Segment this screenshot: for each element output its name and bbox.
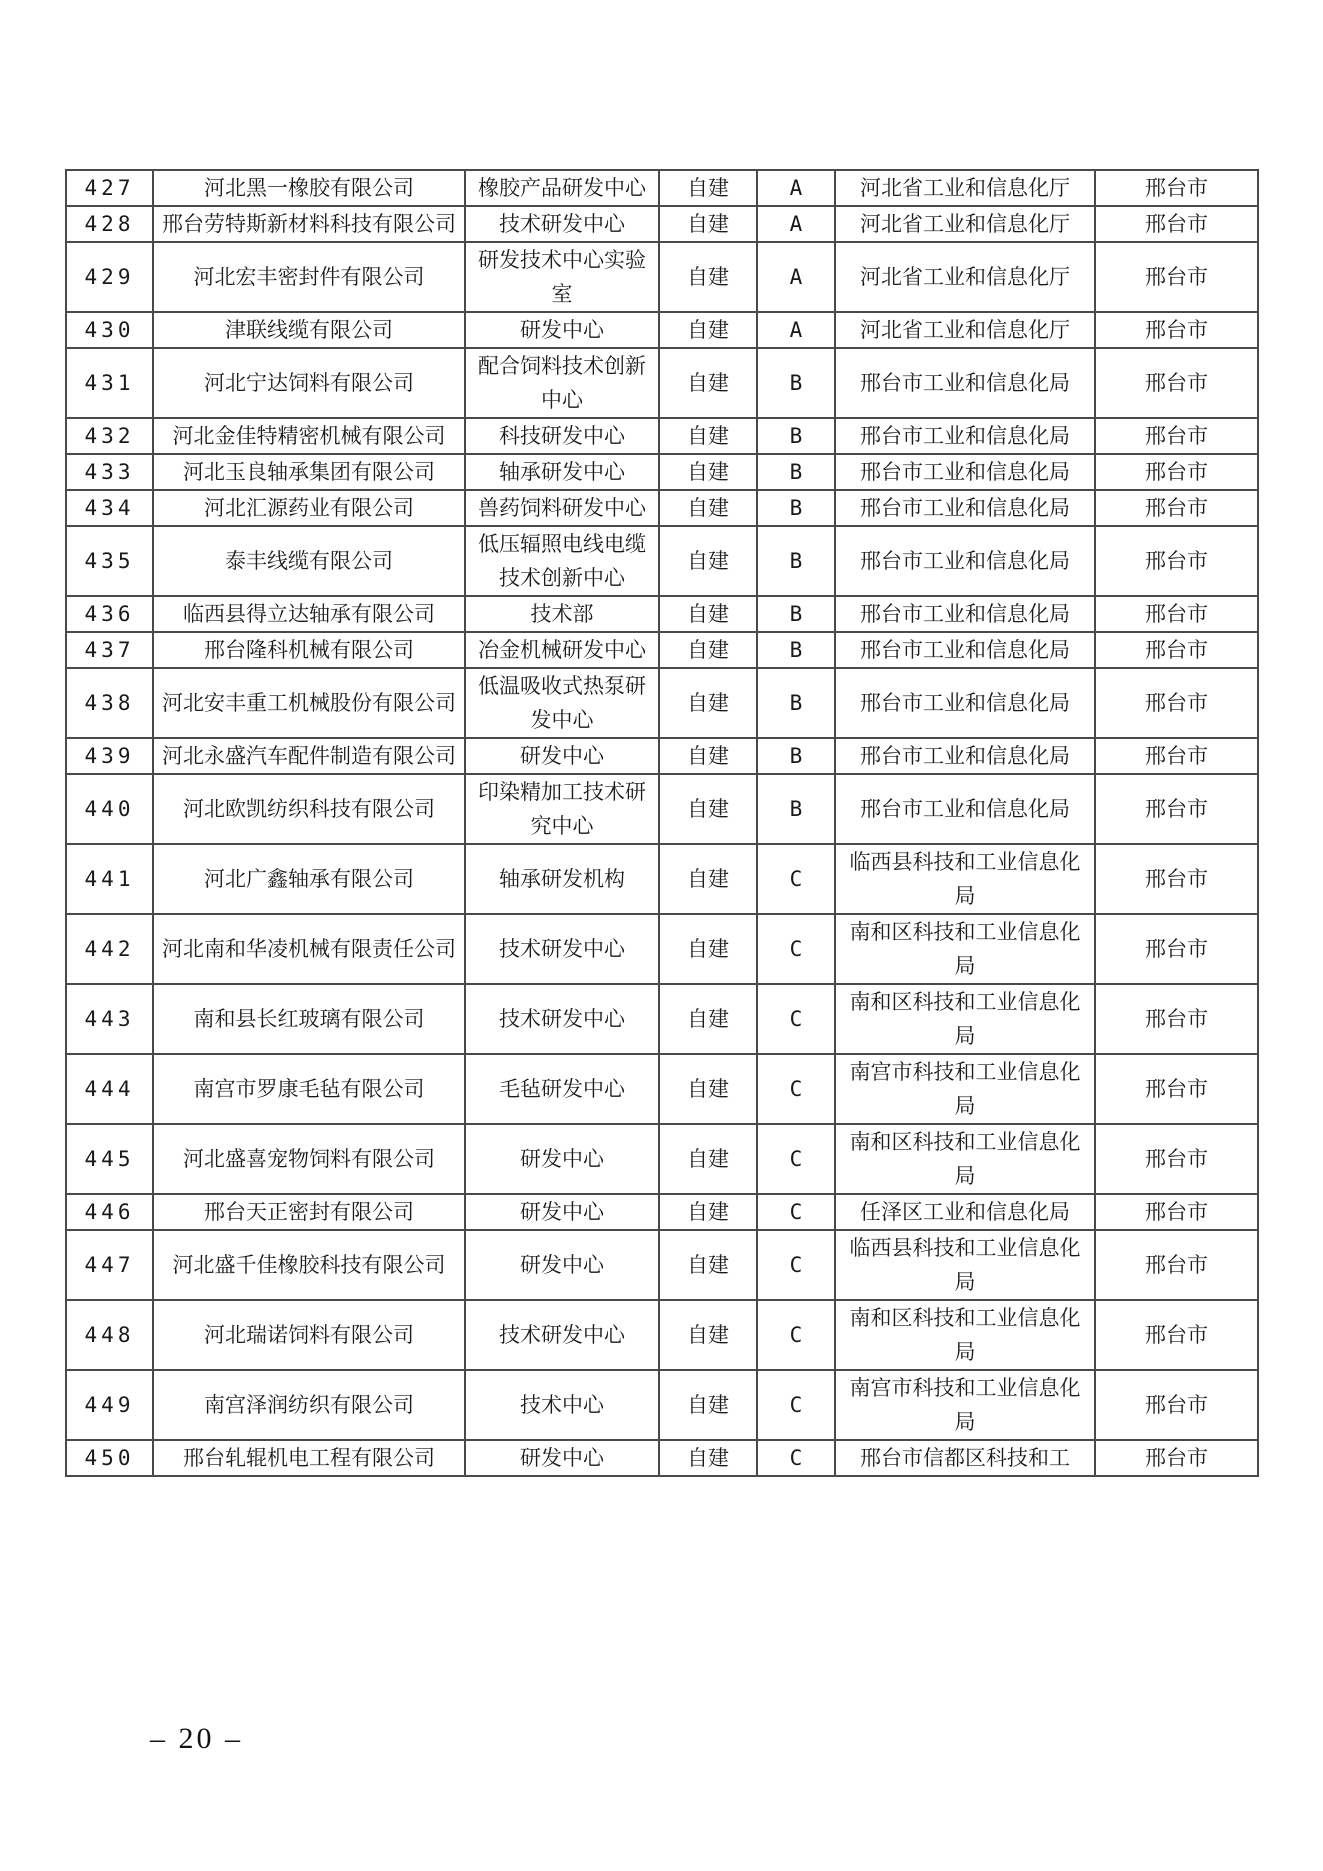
cell-company: 临西县得立达轴承有限公司 (153, 596, 465, 632)
cell-city: 邢台市 (1095, 1194, 1258, 1230)
cell-build: 自建 (659, 1124, 757, 1194)
table-row (66, 844, 1258, 914)
cell-dept: 邢台市工业和信息化局 (835, 632, 1095, 668)
cell-build: 自建 (659, 418, 757, 454)
cell-city: 邢台市 (1095, 1440, 1258, 1476)
cell-company: 邢台劳特斯新材料科技有限公司 (153, 206, 465, 242)
cell-company: 南宫市罗康毛毡有限公司 (153, 1054, 465, 1124)
table-row (66, 984, 1258, 1054)
cell-dept: 邢台市工业和信息化局 (835, 418, 1095, 454)
cell-grade: B (757, 632, 835, 668)
cell-center: 研发中心 (465, 312, 659, 348)
table-row (66, 348, 1258, 418)
cell-company: 南和县长红玻璃有限公司 (153, 984, 465, 1054)
cell-city: 邢台市 (1095, 1300, 1258, 1370)
cell-center: 低压辐照电线电缆技术创新中心 (465, 526, 659, 596)
cell-dept: 邢台市工业和信息化局 (835, 596, 1095, 632)
cell-num: 434 (66, 490, 153, 526)
rd-center-table (65, 169, 1259, 1477)
cell-center: 轴承研发中心 (465, 454, 659, 490)
cell-city: 邢台市 (1095, 454, 1258, 490)
cell-num: 445 (66, 1124, 153, 1194)
cell-build: 自建 (659, 526, 757, 596)
cell-dept: 南和区科技和工业信息化局 (835, 1124, 1095, 1194)
cell-company: 河北安丰重工机械股份有限公司 (153, 668, 465, 738)
cell-city: 邢台市 (1095, 242, 1258, 312)
cell-build: 自建 (659, 914, 757, 984)
page-number: – 20 – (150, 1722, 243, 1755)
table-row (66, 1124, 1258, 1194)
table-row (66, 1230, 1258, 1300)
cell-center: 研发中心 (465, 1124, 659, 1194)
cell-company: 河北瑞诺饲料有限公司 (153, 1300, 465, 1370)
cell-build: 自建 (659, 774, 757, 844)
cell-num: 441 (66, 844, 153, 914)
table-row (66, 242, 1258, 312)
cell-num: 429 (66, 242, 153, 312)
cell-grade: B (757, 490, 835, 526)
cell-grade: A (757, 242, 835, 312)
cell-center: 研发中心 (465, 1230, 659, 1300)
table-row (66, 1194, 1258, 1230)
table-row (66, 668, 1258, 738)
cell-dept: 河北省工业和信息化厅 (835, 242, 1095, 312)
cell-dept: 临西县科技和工业信息化局 (835, 844, 1095, 914)
table-row (66, 738, 1258, 774)
cell-company: 河北金佳特精密机械有限公司 (153, 418, 465, 454)
cell-grade: C (757, 1194, 835, 1230)
table-row (66, 418, 1258, 454)
cell-num: 437 (66, 632, 153, 668)
table-row (66, 1440, 1258, 1476)
table-row (66, 312, 1258, 348)
cell-center: 毛毡研发中心 (465, 1054, 659, 1124)
table-row (66, 490, 1258, 526)
table-body (66, 170, 1258, 1476)
cell-center: 技术中心 (465, 1370, 659, 1440)
cell-center: 轴承研发机构 (465, 844, 659, 914)
table-row (66, 1300, 1258, 1370)
cell-build: 自建 (659, 242, 757, 312)
table-row (66, 774, 1258, 844)
cell-city: 邢台市 (1095, 738, 1258, 774)
cell-dept: 邢台市工业和信息化局 (835, 454, 1095, 490)
cell-company: 河北南和华凌机械有限责任公司 (153, 914, 465, 984)
cell-grade: C (757, 1124, 835, 1194)
cell-company: 河北宁达饲料有限公司 (153, 348, 465, 418)
cell-center: 冶金机械研发中心 (465, 632, 659, 668)
cell-build: 自建 (659, 312, 757, 348)
cell-build: 自建 (659, 632, 757, 668)
cell-num: 446 (66, 1194, 153, 1230)
cell-city: 邢台市 (1095, 1230, 1258, 1300)
table-row (66, 1054, 1258, 1124)
cell-build: 自建 (659, 1054, 757, 1124)
cell-company: 河北欧凯纺织科技有限公司 (153, 774, 465, 844)
cell-build: 自建 (659, 1440, 757, 1476)
cell-center: 技术部 (465, 596, 659, 632)
cell-grade: C (757, 1054, 835, 1124)
cell-grade: C (757, 1230, 835, 1300)
table-row (66, 206, 1258, 242)
cell-grade: B (757, 668, 835, 738)
table-row (66, 526, 1258, 596)
cell-build: 自建 (659, 596, 757, 632)
cell-num: 428 (66, 206, 153, 242)
cell-num: 447 (66, 1230, 153, 1300)
cell-center: 研发技术中心实验室 (465, 242, 659, 312)
table-row (66, 632, 1258, 668)
cell-build: 自建 (659, 206, 757, 242)
cell-grade: B (757, 348, 835, 418)
cell-company: 河北汇源药业有限公司 (153, 490, 465, 526)
cell-center: 兽药饲料研发中心 (465, 490, 659, 526)
cell-city: 邢台市 (1095, 632, 1258, 668)
cell-grade: B (757, 526, 835, 596)
cell-grade: C (757, 1440, 835, 1476)
table-row (66, 170, 1258, 206)
cell-num: 432 (66, 418, 153, 454)
cell-dept: 南和区科技和工业信息化局 (835, 1300, 1095, 1370)
cell-company: 河北盛千佳橡胶科技有限公司 (153, 1230, 465, 1300)
cell-dept: 河北省工业和信息化厅 (835, 170, 1095, 206)
cell-center: 研发中心 (465, 1194, 659, 1230)
cell-build: 自建 (659, 984, 757, 1054)
cell-company: 南宫泽润纺织有限公司 (153, 1370, 465, 1440)
cell-company: 河北广鑫轴承有限公司 (153, 844, 465, 914)
cell-build: 自建 (659, 738, 757, 774)
cell-num: 448 (66, 1300, 153, 1370)
cell-center: 研发中心 (465, 1440, 659, 1476)
cell-dept: 邢台市工业和信息化局 (835, 490, 1095, 526)
cell-dept: 南和区科技和工业信息化局 (835, 984, 1095, 1054)
cell-dept: 邢台市工业和信息化局 (835, 668, 1095, 738)
cell-num: 433 (66, 454, 153, 490)
cell-num: 431 (66, 348, 153, 418)
cell-grade: C (757, 984, 835, 1054)
cell-center: 技术研发中心 (465, 1300, 659, 1370)
cell-num: 449 (66, 1370, 153, 1440)
cell-dept: 邢台市工业和信息化局 (835, 774, 1095, 844)
cell-dept: 南宫市科技和工业信息化局 (835, 1054, 1095, 1124)
cell-city: 邢台市 (1095, 844, 1258, 914)
cell-build: 自建 (659, 668, 757, 738)
cell-company: 河北玉良轴承集团有限公司 (153, 454, 465, 490)
cell-city: 邢台市 (1095, 170, 1258, 206)
cell-city: 邢台市 (1095, 774, 1258, 844)
cell-grade: A (757, 312, 835, 348)
cell-grade: B (757, 454, 835, 490)
cell-num: 430 (66, 312, 153, 348)
cell-num: 438 (66, 668, 153, 738)
cell-num: 439 (66, 738, 153, 774)
cell-dept: 南宫市科技和工业信息化局 (835, 1370, 1095, 1440)
cell-build: 自建 (659, 454, 757, 490)
cell-grade: B (757, 738, 835, 774)
cell-company: 河北永盛汽车配件制造有限公司 (153, 738, 465, 774)
cell-grade: A (757, 170, 835, 206)
cell-grade: C (757, 914, 835, 984)
cell-city: 邢台市 (1095, 1370, 1258, 1440)
cell-city: 邢台市 (1095, 914, 1258, 984)
cell-company: 邢台轧辊机电工程有限公司 (153, 1440, 465, 1476)
cell-grade: B (757, 774, 835, 844)
cell-num: 450 (66, 1440, 153, 1476)
cell-city: 邢台市 (1095, 418, 1258, 454)
table-row (66, 914, 1258, 984)
cell-num: 440 (66, 774, 153, 844)
cell-build: 自建 (659, 490, 757, 526)
cell-grade: B (757, 418, 835, 454)
cell-company: 河北盛喜宠物饲料有限公司 (153, 1124, 465, 1194)
cell-company: 河北黑一橡胶有限公司 (153, 170, 465, 206)
cell-center: 配合饲料技术创新中心 (465, 348, 659, 418)
cell-city: 邢台市 (1095, 668, 1258, 738)
cell-city: 邢台市 (1095, 1054, 1258, 1124)
cell-city: 邢台市 (1095, 984, 1258, 1054)
cell-city: 邢台市 (1095, 526, 1258, 596)
cell-city: 邢台市 (1095, 490, 1258, 526)
cell-center: 技术研发中心 (465, 206, 659, 242)
cell-city: 邢台市 (1095, 348, 1258, 418)
cell-grade: C (757, 844, 835, 914)
cell-num: 443 (66, 984, 153, 1054)
cell-dept: 河北省工业和信息化厅 (835, 206, 1095, 242)
cell-build: 自建 (659, 348, 757, 418)
cell-dept: 邢台市信都区科技和工 (835, 1440, 1095, 1476)
cell-build: 自建 (659, 1370, 757, 1440)
cell-dept: 邢台市工业和信息化局 (835, 526, 1095, 596)
cell-dept: 河北省工业和信息化厅 (835, 312, 1095, 348)
cell-num: 436 (66, 596, 153, 632)
cell-center: 橡胶产品研发中心 (465, 170, 659, 206)
cell-grade: B (757, 596, 835, 632)
cell-num: 444 (66, 1054, 153, 1124)
cell-city: 邢台市 (1095, 206, 1258, 242)
cell-company: 邢台隆科机械有限公司 (153, 632, 465, 668)
cell-grade: A (757, 206, 835, 242)
cell-center: 低温吸收式热泵研发中心 (465, 668, 659, 738)
cell-num: 442 (66, 914, 153, 984)
cell-dept: 南和区科技和工业信息化局 (835, 914, 1095, 984)
cell-build: 自建 (659, 844, 757, 914)
cell-company: 泰丰线缆有限公司 (153, 526, 465, 596)
cell-center: 印染精加工技术研究中心 (465, 774, 659, 844)
cell-grade: C (757, 1300, 835, 1370)
cell-build: 自建 (659, 1230, 757, 1300)
cell-dept: 邢台市工业和信息化局 (835, 348, 1095, 418)
cell-center: 科技研发中心 (465, 418, 659, 454)
cell-dept: 邢台市工业和信息化局 (835, 738, 1095, 774)
cell-center: 研发中心 (465, 738, 659, 774)
cell-build: 自建 (659, 1300, 757, 1370)
table-row (66, 454, 1258, 490)
cell-build: 自建 (659, 1194, 757, 1230)
cell-num: 427 (66, 170, 153, 206)
cell-grade: C (757, 1370, 835, 1440)
cell-company: 邢台天正密封有限公司 (153, 1194, 465, 1230)
cell-dept: 临西县科技和工业信息化局 (835, 1230, 1095, 1300)
cell-company: 津联线缆有限公司 (153, 312, 465, 348)
cell-city: 邢台市 (1095, 312, 1258, 348)
cell-num: 435 (66, 526, 153, 596)
cell-city: 邢台市 (1095, 596, 1258, 632)
table-row (66, 1370, 1258, 1440)
cell-center: 技术研发中心 (465, 984, 659, 1054)
cell-center: 技术研发中心 (465, 914, 659, 984)
cell-dept: 任泽区工业和信息化局 (835, 1194, 1095, 1230)
cell-build: 自建 (659, 170, 757, 206)
cell-company: 河北宏丰密封件有限公司 (153, 242, 465, 312)
cell-city: 邢台市 (1095, 1124, 1258, 1194)
table-row (66, 596, 1258, 632)
